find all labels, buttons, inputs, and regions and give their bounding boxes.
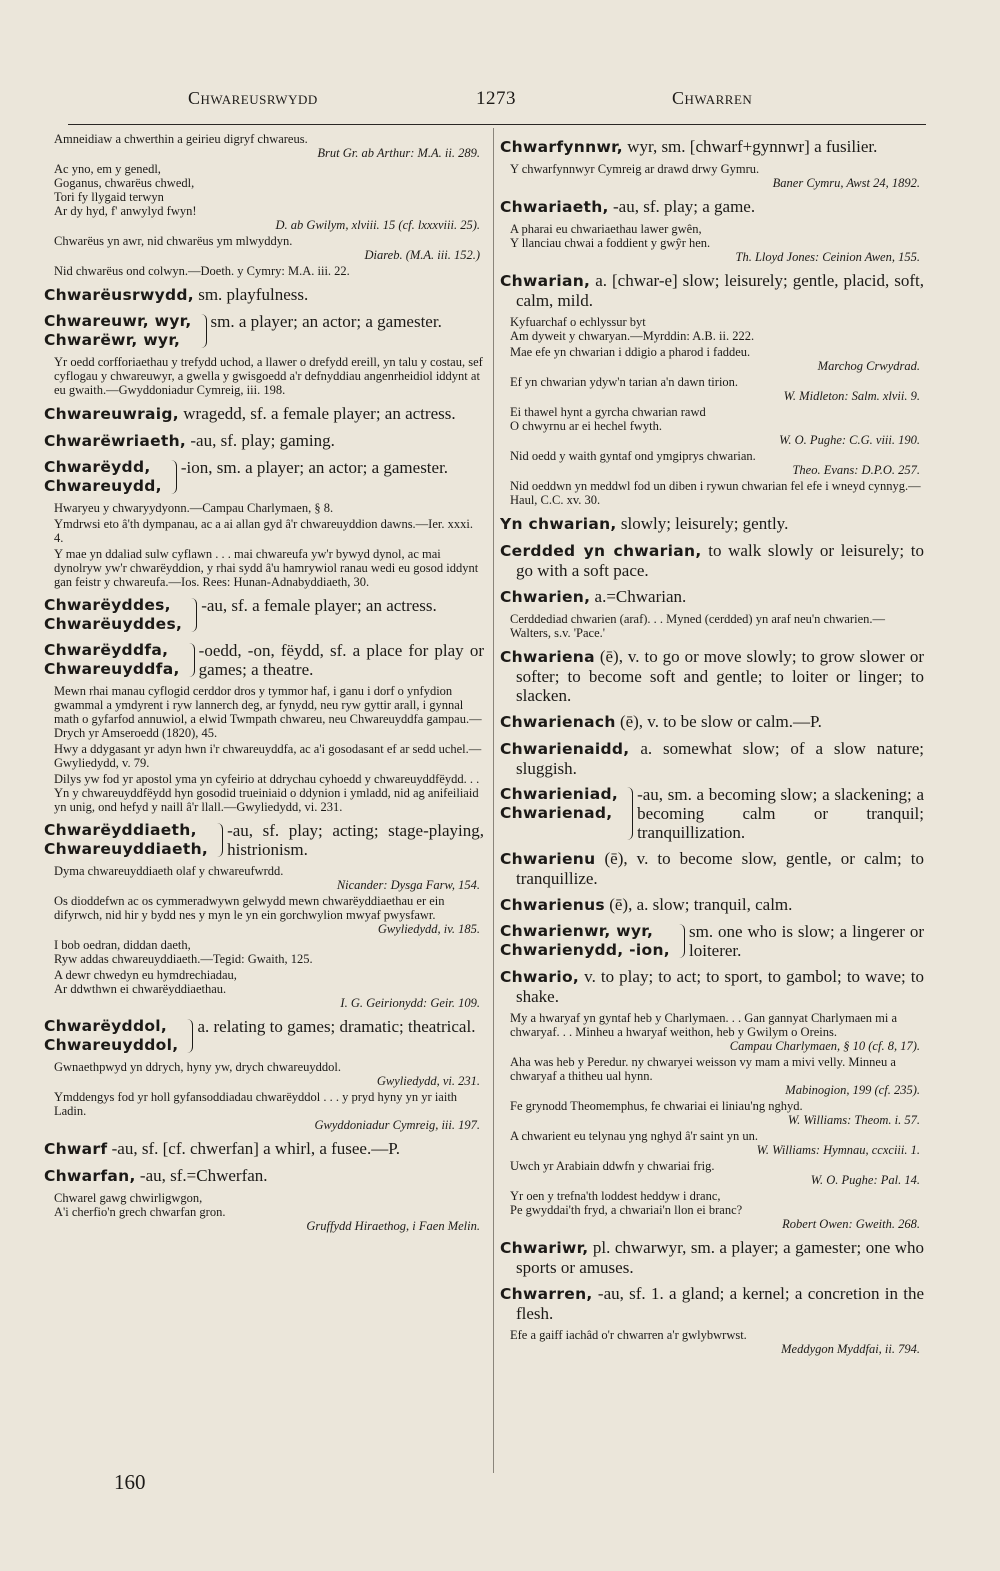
dictionary-entry [44,404,484,424]
citation [500,405,924,447]
citation-line: Ymdrwsi eto â'th dympanau, ac a ai allan gyd â'r chwareuyddion dawns.—Ier. xxxi. 4. [54,517,473,545]
citation [500,162,924,190]
headword: Chwarienach [500,713,616,731]
headword-group [44,312,192,350]
headword: Chwarëyddiaeth, [44,821,197,839]
dictionary-entry [500,1284,924,1323]
citation [44,938,484,966]
headword-group [44,1017,178,1055]
citation-line: Ymddengys fod yr holl gyfansoddiadau chwarëyddol . . . y pryd hyny yn yr iaith Ladin. [54,1090,458,1118]
citation-line: Kyfuarchaf o echlyssur byt [510,315,646,329]
right-column [500,130,924,1470]
brace-mark [184,643,195,677]
dictionary-entry [500,739,924,778]
citation [44,264,484,278]
citation [44,968,484,1010]
headword: Chwarien, [500,588,591,606]
citation-source: Nicander: Dysga Farw, 154. [336,878,480,892]
headword: Chwario, [500,968,580,986]
definition: -oedd, -on, fëydd, sf. a place for play or games; a theatre. [198,641,484,679]
citation-line: Dyma chwareuyddiaeth olaf y chwareufwrdd. [54,864,284,878]
citation-line: Ef yn chwarian ydyw'n tarian a'n dawn tirion. [510,375,739,389]
citation-source: Baner Cymru, Awst 24, 1892. [772,176,920,190]
dictionary-entry [44,1166,484,1186]
citation-line: A pharai eu chwariaethau lawer gwên, [510,222,702,236]
page-number: 1273 [476,88,516,109]
citation-line: Ar dy hyd, f' anwylyd fwyn! [54,204,197,218]
citation-source: D. ab Gwilym, xlviii. 15 (cf. lxxxviii. 25). [275,218,480,232]
citation [44,772,484,814]
citation [500,345,924,373]
citation-line: Am dyweit y chwaryan.—Myrddin: A.B. ii. 222. [510,329,755,343]
dictionary-entry [500,587,924,607]
brace-mark [674,924,685,958]
dictionary-entry-pair [44,821,484,859]
citation-line: Gwnaethpwyd yn ddrych, hyny yw, drych chwareuyddol. [54,1060,341,1074]
brace-mark [196,314,207,348]
citation [44,162,484,232]
column-divider [493,128,494,1473]
headword: Chwarienu [500,850,596,868]
citation [44,742,484,770]
definition: (ē), v. to go or move slowly; to grow slower or softer; to become soft and gentle; to loiter or linger; to slacken. [516,647,924,705]
citation-source: I. G. Geirionydd: Geir. 109. [340,996,480,1010]
dictionary-entry [500,541,924,580]
citation-line: Nid chwarëus ond colwyn.—Doeth. y Cymry: M.A. iii. 22. [54,264,350,278]
definition: a. [chwar-e] slow; leisurely; gentle, placid, soft, calm, mild. [516,271,924,310]
dictionary-entry [500,967,924,1006]
headword-group [500,922,670,960]
citation [500,1189,924,1231]
citation-line: Pe gwyddai'th fryd, a chwariai'n llon ei branc? [510,1203,743,1217]
headword: Chwarf [44,1140,108,1158]
citation-line: A dewr chwedyn eu hymdrechiadau, [54,968,237,982]
citation [44,1090,484,1132]
citation-line: My a hwaryaf yn gyntaf heb y Charlymaen. . . Gan gannyat Charlymaen mi a chwaryaf. . . Minheu a hwaryaf weithon, heb y Gwilym o Oreins. [510,1011,898,1039]
citation-source: Diareb. (M.A. iii. 152.) [364,248,480,262]
citation [500,1011,924,1053]
citation [500,315,924,343]
citation [500,612,924,640]
definition: -au, sf. a female player; an actress. [201,596,437,615]
headword-variant: Chwareuyddfa, [44,660,180,678]
brace-mark [166,460,177,494]
headword-group [44,641,180,679]
citation-line: Tori fy llygaid terwyn [54,190,164,204]
definition: wyr, sm. [chwarf+gynnwr] a fusilier. [627,137,878,156]
dictionary-entry-pair [44,596,484,634]
headword: Yn chwarian, [500,515,617,533]
citation [500,1099,924,1127]
headword-variant: Chwareuyddol, [44,1036,179,1054]
dictionary-entry [44,285,484,305]
citation-line: Uwch yr Arabiain ddwfn y chwariai frig. [510,1159,715,1173]
citation-line: Nid oeddwn yn meddwl fod un diben i rywun chwarian fel efe i wneyd cynnyg.—Haul, C.C. xv. 30. [510,479,921,507]
headword: Chwarëusrwydd, [44,286,194,304]
citation-line: Ac yno, em y genedl, [54,162,161,176]
headword: Chwarienaidd, [500,740,630,758]
citation-source: Gruffydd Hiraethog, i Faen Melin. [306,1219,480,1233]
definition: a.=Chwarian. [594,587,687,606]
headword: Chwarëwriaeth, [44,432,187,450]
definition: to walk slowly or leisurely; to go with a soft pace. [516,541,924,580]
citation-source: Gwyddoniadur Cymreig, iii. 197. [314,1118,480,1132]
citation-line: Yr oedd corfforiaethau y trefydd uchod, a llawer o drefydd ereill, yn talu y costau, sef cyflogau y chwareuwyr, a gwella y gwisgoedd a'r defnyddiau angenrheidiol iddynt at eu gwaith.—Gwyddoniadur Cymreig, iii. 198. [54,355,483,397]
dictionary-entry-pair [44,1017,484,1055]
headword: Chwarëyddol, [44,1017,168,1035]
citation-line: Dilys yw fod yr apostol yma yn cyfeirio at ddrychau cyhoedd y chwareuyddfëydd. . . Yn y chwareuyddfëydd hyn gosodid trueiniaid o ddynion i ymladd, nid ag anifeiliaid yn unig, ond hefyd y naill â'r llall.—Gwyliedydd, vi. 231. [54,772,480,814]
citation [44,1060,484,1088]
headword: Chwariena [500,648,595,666]
citation-source: W. Midleton: Salm. xlvii. 9. [783,389,920,403]
citation [500,1129,924,1157]
citation [44,132,484,160]
definition: (ē), v. to become slow, gentle, or calm; to tranquillize. [516,849,924,888]
headword-variant: Chwarëwr, wyr, [44,331,181,349]
definition: -au, sm. a becoming slow; a slackening; a becoming calm or tranquil; tranquillization. [637,785,924,842]
citation-line: Nid oedd y waith gyntaf ond ymgiprys chwarian. [510,449,756,463]
citation [44,234,484,262]
citation-line: Fe grynodd Theomemphus, fe chwariai ei liniau'ng nghyd. [510,1099,803,1113]
dictionary-entry [500,197,924,217]
citation [500,479,924,507]
citation [44,517,484,545]
citation-source: W. Williams: Theom. i. 57. [787,1113,920,1127]
citation-line: Goganus, chwarëus chwedl, [54,176,195,190]
citation-line: Os dioddefwn ac os cymmeradwywn gelwydd mewn chwarëyddiaethau er ein difyrwch, nid hir y bydd nes y myn le yn ein gorchwylion mwyaf pwysfawr. [54,894,445,922]
citation-source: Robert Owen: Gweith. 268. [782,1217,920,1231]
dictionary-entry [500,1238,924,1277]
citation [500,1055,924,1097]
header-left-guideword: Chwareusrwydd [188,88,318,108]
headword-variant: Chwarienydd, -ion, [500,941,670,959]
citation-line: Ryw addas chwareuyddiaeth.—Tegid: Gwaith, 125. [54,952,313,966]
headword-variant: Chwarëuyddes, [44,615,183,633]
dictionary-entry [500,895,924,915]
definition: wragedd, sf. a female player; an actress. [183,404,456,423]
citation [44,501,484,515]
definition: (ē), a. slow; tranquil, calm. [609,895,793,914]
dictionary-entry-pair [500,922,924,960]
definition: -au, sf. 1. a gland; a kernel; a concretion in the flesh. [516,1284,924,1323]
citation-source: W. O. Pughe: C.G. viii. 190. [779,433,920,447]
headword: Chwarëydd, [44,458,151,476]
dictionary-entry [44,1139,484,1159]
dictionary-entry [500,514,924,534]
citation [500,375,924,403]
headword-group [500,785,618,842]
headword: Chwarfynnwr, [500,138,623,156]
brace-mark [622,787,633,840]
header-rule [68,124,926,125]
citation-line: Chwarëus yn awr, nid chwarëus ym mlwyddyn. [54,234,293,248]
definition: -au, sf.=Chwerfan. [139,1166,268,1185]
dictionary-entry-pair [500,785,924,842]
citation-source: W. O. Pughe: Pal. 14. [810,1173,920,1187]
citation-line: I bob oedran, diddan daeth, [54,938,191,952]
citation-line: Mae efe yn chwarian i ddigio a pharod i faddeu. [510,345,751,359]
definition: a. somewhat slow; of a slow nature; sluggish. [516,739,924,778]
citation-line: Y mae yn ddaliad sulw cyflawn . . . mai chwareufa yw'r bywyd dynol, ac mai dynolryw yw'r chwarëyddion, y rhai sydd â'u hamrywiol ranau wedi eu gosod iddynt gan feistr y chwareufa.—Ios. Rees: Hunan-Adnabyddiaeth, 30. [54,547,479,589]
citation-line: Aha was heb y Peredur. ny chwaryei weisson vy mam a mivi velly. Minneu a chwaryaf a thitheu ual hynn. [510,1055,896,1083]
citation-source: Campau Charlymaen, § 10 (cf. 8, 17). [729,1039,920,1053]
headword: Chwarienus [500,896,605,914]
definition: slowly; leisurely; gently. [620,514,789,533]
running-header [0,88,1000,112]
brace-mark [186,598,197,632]
citation-line: Efe a gaiff iachâd o'r chwarren a'r gwlybwrwst. [510,1328,747,1342]
citation-line: Hwaryeu y chwaryydyonn.—Campau Charlymaen, § 8. [54,501,334,515]
headword-variant: Chwareuyddiaeth, [44,840,209,858]
headword-group [44,821,208,859]
definition: a. relating to games; dramatic; theatrical. [197,1017,476,1036]
citation-source: Mabinogion, 199 (cf. 235). [785,1083,920,1097]
citation [44,547,484,589]
brace-mark [182,1019,193,1053]
citation [44,684,484,740]
definition: sm. playfulness. [198,285,309,304]
citation-source: Brut Gr. ab Arthur: M.A. ii. 289. [317,146,480,160]
headword: Chwarienwr, wyr, [500,922,654,940]
headword: Chwarëyddes, [44,596,171,614]
dictionary-entry-pair [44,458,484,496]
left-column [44,130,484,1525]
citation-source: Marchog Crwydrad. [817,359,920,373]
citation [44,894,484,936]
dictionary-entry [44,431,484,451]
citation [44,1191,484,1233]
citation-line: Y chwarfynnwyr Cymreig ar drawd drwy Gymru. [510,162,760,176]
definition: sm. one who is slow; a lingerer or loiterer. [689,922,924,960]
citation-line: Cerddediad chwarien (araf). . . Myned (cerdded) yn araf neu'n chwarien.—Walters, s.v. 'Pace.' [510,612,885,640]
dictionary-entry-pair [44,312,484,350]
definition: v. to play; to act; to sport, to gambol; to wave; to shake. [516,967,924,1006]
definition: (ē), v. to be slow or calm.—P. [619,712,822,731]
citation [44,864,484,892]
citation-source: Theo. Evans: D.P.O. 257. [792,463,920,477]
headword: Chwareuwr, wyr, [44,312,192,330]
citation-line: O chwyrnu ar ei hechel fwyth. [510,419,663,433]
headword-group [44,596,182,634]
headword: Chwariwr, [500,1239,589,1257]
citation [500,1328,924,1356]
headword-group [44,458,162,496]
headword: Chwarfan, [44,1167,136,1185]
citation-line: A chwarient eu telynau yng nghyd â'r saint yn un. [510,1129,759,1143]
headword: Chwarëyddfa, [44,641,169,659]
citation-line: Chwarel gawg chwirligwgon, [54,1191,203,1205]
citation [500,1159,924,1187]
citation-source: W. Williams: Hymnau, ccxciii. 1. [756,1143,920,1157]
definition: -au, sf. [cf. chwerfan] a whirl, a fusee.—P. [111,1139,401,1158]
dictionary-entry [500,712,924,732]
dictionary-entry [500,271,924,310]
dictionary-entry [500,137,924,157]
definition: -au, sf. play; a game. [613,197,756,216]
citation-line: Mewn rhai manau cyflogid cerddor dros y tymmor haf, i ganu i dorf o ynfydion gwammal a ymdyrent i ryw lannerch deg, ar fynydd, neu ryw gyttir arall, i gynnal math o gyfarfod annuwiol, a elwid Twmpath chwareu, neu Chwareuyddfa gampau.—Drych yr Amseroedd (1820), 45. [54,684,482,740]
definition: -ion, sm. a player; an actor; a gamester. [180,458,449,477]
brace-mark [212,823,223,857]
definition: -au, sf. play; acting; stage-playing, histrionism. [227,821,484,859]
citation-line: Ei thawel hynt a gyrcha chwarian rawd [510,405,706,419]
dictionary-entry-pair [44,641,484,679]
citation-line: Y llanciau chwai a foddient y gwŷr hen. [510,236,711,250]
headword: Chwariaeth, [500,198,609,216]
citation-source: Gwyliedydd, iv. 185. [377,922,480,936]
headword-variant: Chwareuydd, [44,477,162,495]
citation-line: Yr oen y trefna'th loddest heddyw i dranc, [510,1189,721,1203]
definition: sm. a player; an actor; a gamester. [210,312,442,331]
header-right-guideword: Chwarren [672,88,753,108]
citation-line: Hwy a ddygasant yr adyn hwn i'r chwareuyddfa, ac a'i gosodasant ef ar sedd uchel.—Gwyliedydd, v. 79. [54,742,482,770]
citation-line: A'i cherfio'n grech chwarfan gron. [54,1205,226,1219]
definition: -au, sf. play; gaming. [190,431,335,450]
citation [44,355,484,397]
citation-line: Amneidiaw a chwerthin a geirieu digryf chwareus. [54,132,308,146]
headword: Chwareuwraig, [44,405,179,423]
headword: Cerdded yn chwarian, [500,542,702,560]
citation [500,222,924,264]
citation-source: Gwyliedydd, vi. 231. [376,1074,480,1088]
headword: Chwarieniad, [500,785,619,803]
citation [500,449,924,477]
headword: Chwarian, [500,272,591,290]
dictionary-entry [500,647,924,705]
citation-source: Th. Lloyd Jones: Ceinion Awen, 155. [735,250,920,264]
definition: pl. chwarwyr, sm. a player; a gamester; one who sports or amuses. [516,1238,924,1277]
citation-source: Meddygon Myddfai, ii. 794. [781,1342,920,1356]
citation-line: Ar ddwthwn ei chwarëyddiaethau. [54,982,227,996]
signature-page-number: 160 [114,1470,146,1494]
headword: Chwarren, [500,1285,593,1303]
dictionary-entry [500,849,924,888]
headword-variant: Chwarienad, [500,804,613,822]
